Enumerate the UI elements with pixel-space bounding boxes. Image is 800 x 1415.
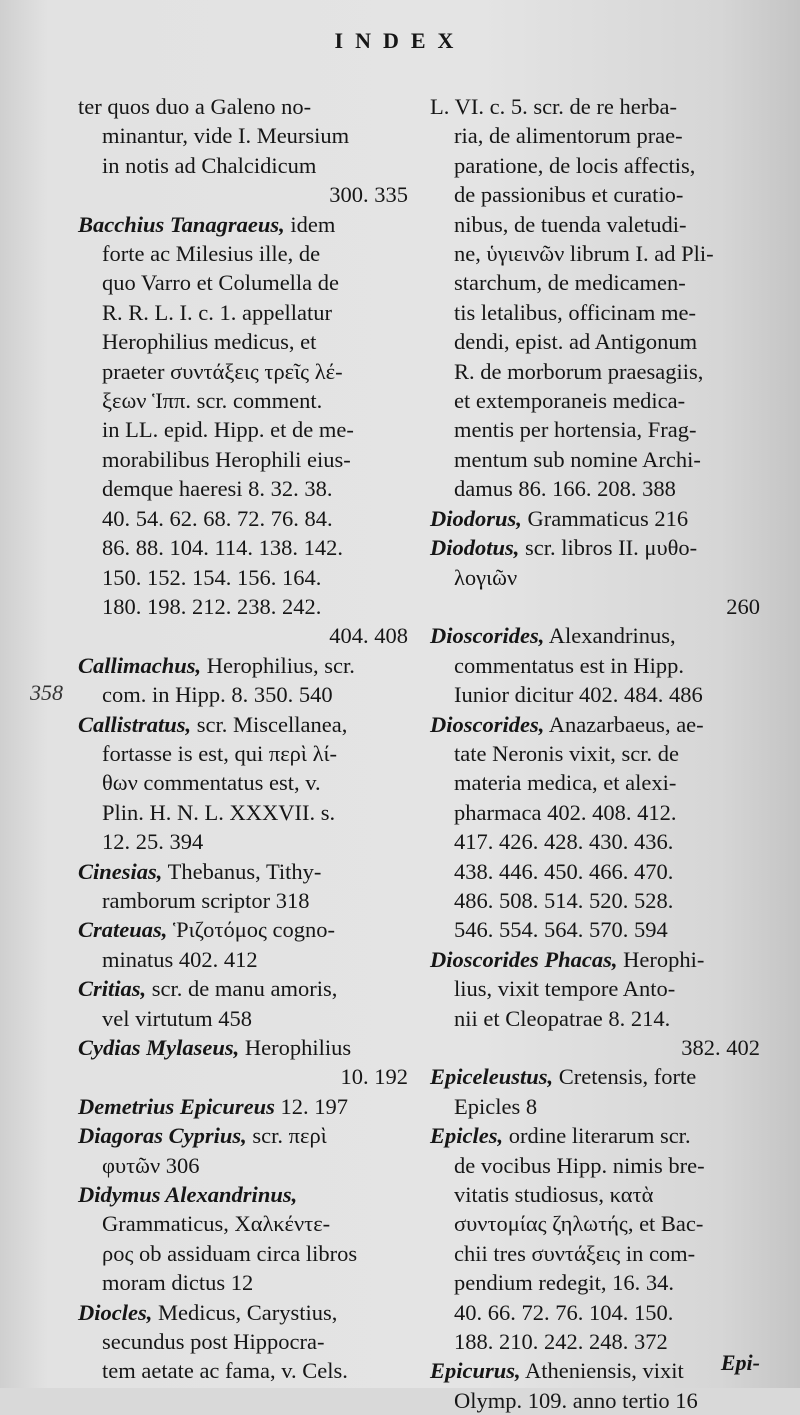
index-entry (430, 621, 760, 709)
index-entry (430, 92, 760, 504)
entry-line (430, 357, 760, 386)
page-header: INDEX (334, 28, 466, 53)
entry-line (78, 92, 408, 121)
entry-text: R. R. L. I. c. 1. appellatur (102, 299, 332, 325)
entry-text: demque haeresi 8. 32. 38. (102, 476, 333, 502)
entry-page-refs: 10. 192 (340, 1064, 408, 1090)
entry-text: de passionibus et curatio- (454, 182, 684, 208)
entry-line (78, 268, 408, 297)
index-entry (430, 504, 760, 533)
index-entry (78, 974, 408, 1033)
entry-line (78, 1092, 408, 1121)
entry-text: damus 86. 166. 208. 388 (454, 476, 676, 502)
entry-text: Herophi- (617, 946, 705, 972)
entry-line (78, 1151, 408, 1180)
entry-text: Herophilius (239, 1035, 352, 1060)
entry-line (78, 357, 408, 386)
entry-text: tem aetate ac fama, v. Cels. (102, 1358, 348, 1384)
entry-line (78, 1327, 408, 1356)
entry-text: starchum, de medicamen- (454, 270, 686, 296)
entry-line (430, 886, 760, 915)
entry-heading: Critias, (78, 976, 147, 1002)
entry-text: Iunior dicitur 402. 484. 486 (454, 682, 703, 708)
entry-line (78, 680, 408, 709)
entry-text: Grammaticus 216 (521, 505, 689, 531)
entry-text: 188. 210. 242. 248. 372 (454, 1329, 668, 1355)
entry-text: scr. περὶ (246, 1123, 327, 1149)
entry-line (430, 298, 760, 327)
index-entry (78, 1033, 408, 1092)
entry-text: pharmaca 402. 408. 412. (454, 799, 677, 825)
entry-line (78, 474, 408, 503)
entry-text: paratione, de locis affectis, (454, 152, 696, 178)
index-entry (430, 533, 760, 621)
entry-line (78, 827, 408, 856)
entry-text: ter quos duo a Galeno no- (78, 94, 312, 119)
entry-line (430, 1062, 760, 1091)
entry-text: 438. 446. 450. 466. 470. (454, 858, 674, 884)
entry-heading: Demetrius Epicureus (78, 1093, 275, 1119)
entry-line (430, 210, 760, 239)
entry-text: et extemporaneis medica- (454, 388, 686, 414)
entry-line (78, 1004, 408, 1033)
entry-heading: Diodotus, (430, 535, 520, 561)
entry-heading: Dioscorides Phacas, (430, 946, 618, 972)
entry-line (78, 1180, 408, 1209)
entry-text: nibus, de tuenda valetudi- (454, 211, 687, 237)
index-entry (430, 945, 760, 1063)
entry-line (78, 915, 408, 944)
entry-text: scr. Miscellanea, (191, 711, 348, 737)
entry-text: dendi, epist. ad Antigonum (454, 329, 698, 355)
entry-line (430, 92, 760, 121)
entry-heading: Diocles, (78, 1299, 153, 1325)
entry-line (78, 857, 408, 886)
index-column-left (78, 92, 408, 1386)
entry-text: 180. 198. 212. 238. 242. (102, 593, 322, 619)
index-entry (78, 651, 408, 710)
index-entry (78, 210, 408, 651)
entry-heading: Diagoras Cyprius, (78, 1123, 247, 1149)
entry-text: Medicus, Carystius, (152, 1299, 338, 1325)
entry-line (430, 327, 760, 356)
entry-text: materia medica, et alexi- (454, 770, 677, 796)
entry-heading: Cinesias, (78, 858, 163, 884)
entry-page-refs: 382. 402 (681, 1035, 760, 1060)
entry-line (78, 886, 408, 915)
entry-line (430, 1121, 760, 1150)
entry-line (78, 1121, 408, 1150)
entry-heading: Diodorus, (430, 505, 522, 531)
entry-heading: Epicles, (430, 1123, 504, 1149)
entry-text: ordine literarum scr. (503, 1123, 691, 1149)
entry-text: in LL. epid. Hipp. et de me- (102, 417, 354, 443)
entry-text: R. de morborum praesagiis, (454, 358, 704, 384)
entry-line (430, 533, 760, 562)
entry-text: λογιῶν (454, 564, 518, 590)
entry-text: Anazarbaeus, ae- (544, 711, 704, 737)
entry-line (430, 151, 760, 180)
entry-text: morabilibus Herophili eius- (102, 446, 351, 472)
entry-text: Herophilius medicus, et (102, 329, 317, 355)
index-entry (78, 915, 408, 974)
entry-text: Grammaticus, Χαλκέντε- (102, 1211, 331, 1237)
entry-line (430, 268, 760, 297)
entry-text: vel virtutum 458 (102, 1005, 252, 1031)
entry-line (430, 563, 760, 592)
entry-line (78, 710, 408, 739)
entry-line (430, 621, 760, 650)
entry-text: Cretensis, forte (553, 1064, 697, 1090)
entry-text: lius, vixit tempore Anto- (454, 976, 676, 1002)
entry-line (430, 1268, 760, 1297)
entry-line (430, 504, 760, 533)
entry-text: 86. 88. 104. 114. 138. 142. (102, 535, 344, 561)
index-entry (430, 1356, 760, 1415)
entry-line (430, 857, 760, 886)
entry-line (430, 680, 760, 709)
entry-line (430, 798, 760, 827)
entry-text: vitatis studiosus, κατὰ (454, 1182, 654, 1208)
entry-line (78, 445, 408, 474)
entry-line (430, 474, 760, 503)
entry-line (78, 415, 408, 444)
entry-line (430, 1327, 760, 1356)
entry-text: Alexandrinus, (544, 623, 676, 649)
entry-line (78, 210, 408, 239)
entry-line (430, 827, 760, 856)
entry-line (430, 1239, 760, 1268)
index-entry (430, 1062, 760, 1121)
entry-text: 12. 197 (274, 1093, 349, 1119)
index-entry (78, 1092, 408, 1121)
entry-line (78, 1209, 408, 1238)
entry-text: ξεων Ἱππ. scr. comment. (102, 388, 323, 414)
entry-text: mentis per hortensia, Frag- (454, 417, 697, 443)
entry-text: in notis ad Chalcidicum (102, 152, 317, 178)
entry-line (78, 1356, 408, 1385)
entry-heading: Bacchius Tanagraeus, (78, 211, 285, 237)
entry-text: 417. 426. 428. 430. 436. (454, 829, 674, 855)
entry-line (78, 945, 408, 974)
entry-heading: Crateuas, (78, 917, 168, 943)
entry-line (430, 945, 760, 974)
index-entry (78, 1121, 408, 1180)
entry-text: φυτῶν 306 (102, 1152, 200, 1178)
entry-line (78, 298, 408, 327)
entry-line (78, 798, 408, 827)
entry-line (78, 563, 408, 592)
entry-text: ne, ὑγιεινῶν librum I. ad Pli- (454, 241, 714, 267)
entry-text: moram dictus 12 (102, 1270, 254, 1296)
entry-line (78, 151, 408, 180)
entry-line (430, 1151, 760, 1180)
entry-text: Atheniensis, vixit (520, 1358, 684, 1384)
entry-line (430, 1386, 760, 1415)
entry-line (78, 386, 408, 415)
catchword: Epi- (720, 1350, 760, 1375)
entry-text: scr. de manu amoris, (146, 976, 338, 1002)
entry-line (430, 121, 760, 150)
entry-text: tis letalibus, officinam me- (454, 299, 697, 325)
entry-text: Plin. H. N. L. XXXVII. s. (102, 799, 336, 825)
entry-line (430, 974, 760, 1003)
entry-text: Herophilius, scr. (201, 652, 355, 678)
entry-heading: Epicurus, (430, 1358, 521, 1384)
entry-text: de vocibus Hipp. nimis bre- (454, 1152, 705, 1178)
entry-line (430, 1298, 760, 1327)
entry-line (78, 739, 408, 768)
entry-line (78, 1033, 408, 1062)
index-entry (78, 710, 408, 857)
entry-line (78, 1298, 408, 1327)
entry-text: tate Neronis vixit, scr. de (454, 740, 679, 766)
entry-text: mentum sub nomine Archi- (454, 446, 701, 472)
index-entry (78, 1180, 408, 1298)
entry-line (430, 386, 760, 415)
entry-text: Olymp. 109. anno tertio 16 (454, 1387, 698, 1413)
entry-line (430, 710, 760, 739)
entry-text: συντομίας ζηλωτής, et Bac- (454, 1211, 704, 1237)
index-column-right (430, 92, 760, 1415)
entry-text: forte ac Milesius ille, de (102, 241, 321, 267)
entry-text: nii et Cleopatrae 8. 214. (454, 1005, 671, 1031)
entry-line (78, 239, 408, 268)
entry-text: Thebanus, Tithy- (162, 858, 322, 884)
entry-heading: Callimachus, (78, 652, 202, 678)
entry-heading: Didymus Alexandrinus, (78, 1182, 298, 1208)
index-entry (430, 1121, 760, 1356)
entry-line (430, 739, 760, 768)
entry-text: 150. 152. 154. 156. 164. (102, 564, 322, 590)
entry-line (78, 504, 408, 533)
entry-text: secundus post Hippocra- (102, 1329, 325, 1355)
entry-text: ramborum scriptor 318 (102, 887, 310, 913)
entry-line (430, 1356, 760, 1385)
entry-line (430, 915, 760, 944)
entry-text: 546. 554. 564. 570. 594 (454, 917, 668, 943)
entry-line (78, 327, 408, 356)
entry-text: Ῥιζοτόμος cogno- (167, 917, 336, 943)
entry-line (430, 445, 760, 474)
index-entry (78, 857, 408, 916)
entry-text: chii tres συντάξεις in com- (454, 1240, 696, 1266)
entry-line (430, 1092, 760, 1121)
entry-text: praeter συντάξεις τρεῖς λέ- (102, 358, 343, 384)
entry-text: θων commentatus est, v. (102, 770, 321, 796)
index-entry (430, 710, 760, 945)
entry-page-refs: 404. 408 (329, 623, 408, 649)
entry-heading: Dioscorides, (430, 623, 545, 649)
margin-note: 358 (30, 680, 63, 705)
entry-text: idem (284, 211, 336, 237)
entry-text: Epicles 8 (454, 1093, 538, 1119)
entry-line (78, 768, 408, 797)
entry-line (78, 1268, 408, 1297)
index-entry (78, 1298, 408, 1386)
entry-text: minantur, vide I. Meursium (102, 123, 350, 149)
index-entry (78, 92, 408, 210)
entry-line (430, 651, 760, 680)
entry-text: 486. 508. 514. 520. 528. (454, 887, 674, 913)
entry-text: com. in Hipp. 8. 350. 540 (102, 682, 333, 708)
entry-text: minatus 402. 412 (102, 946, 258, 972)
entry-line (78, 974, 408, 1003)
entry-heading: Epiceleustus, (430, 1064, 554, 1090)
entry-text: 40. 66. 72. 76. 104. 150. (454, 1299, 674, 1325)
entry-line (430, 239, 760, 268)
entry-heading: Cydias Mylaseus, (78, 1035, 240, 1060)
entry-text: fortasse is est, qui περὶ λί- (102, 740, 338, 766)
entry-text: scr. libros II. μυθο- (519, 535, 698, 561)
entry-line (78, 651, 408, 680)
entry-text: 40. 54. 62. 68. 72. 76. 84. (102, 505, 333, 531)
entry-line (78, 1239, 408, 1268)
entry-text: ria, de alimentorum prae- (454, 123, 683, 149)
entry-line (78, 592, 408, 621)
entry-text: L. VI. c. 5. scr. de re herba- (430, 94, 677, 119)
entry-text: pendium redegit, 16. 34. (454, 1270, 674, 1296)
entry-line (430, 180, 760, 209)
entry-text: 12. 25. 394 (102, 829, 204, 855)
entry-text: quo Varro et Columella de (102, 270, 340, 296)
entry-heading: Callistratus, (78, 711, 192, 737)
entry-line (78, 121, 408, 150)
entry-line (78, 533, 408, 562)
entry-text: commentatus est in Hipp. (454, 652, 684, 678)
entry-text: ρος ob assiduam circa libros (102, 1240, 358, 1266)
entry-line (430, 1004, 760, 1033)
entry-line (430, 415, 760, 444)
entry-page-refs: 260 (726, 593, 760, 619)
entry-line (430, 1180, 760, 1209)
entry-page-refs: 300. 335 (329, 182, 408, 208)
entry-line (430, 1209, 760, 1238)
entry-heading: Dioscorides, (430, 711, 545, 737)
entry-line (430, 768, 760, 797)
